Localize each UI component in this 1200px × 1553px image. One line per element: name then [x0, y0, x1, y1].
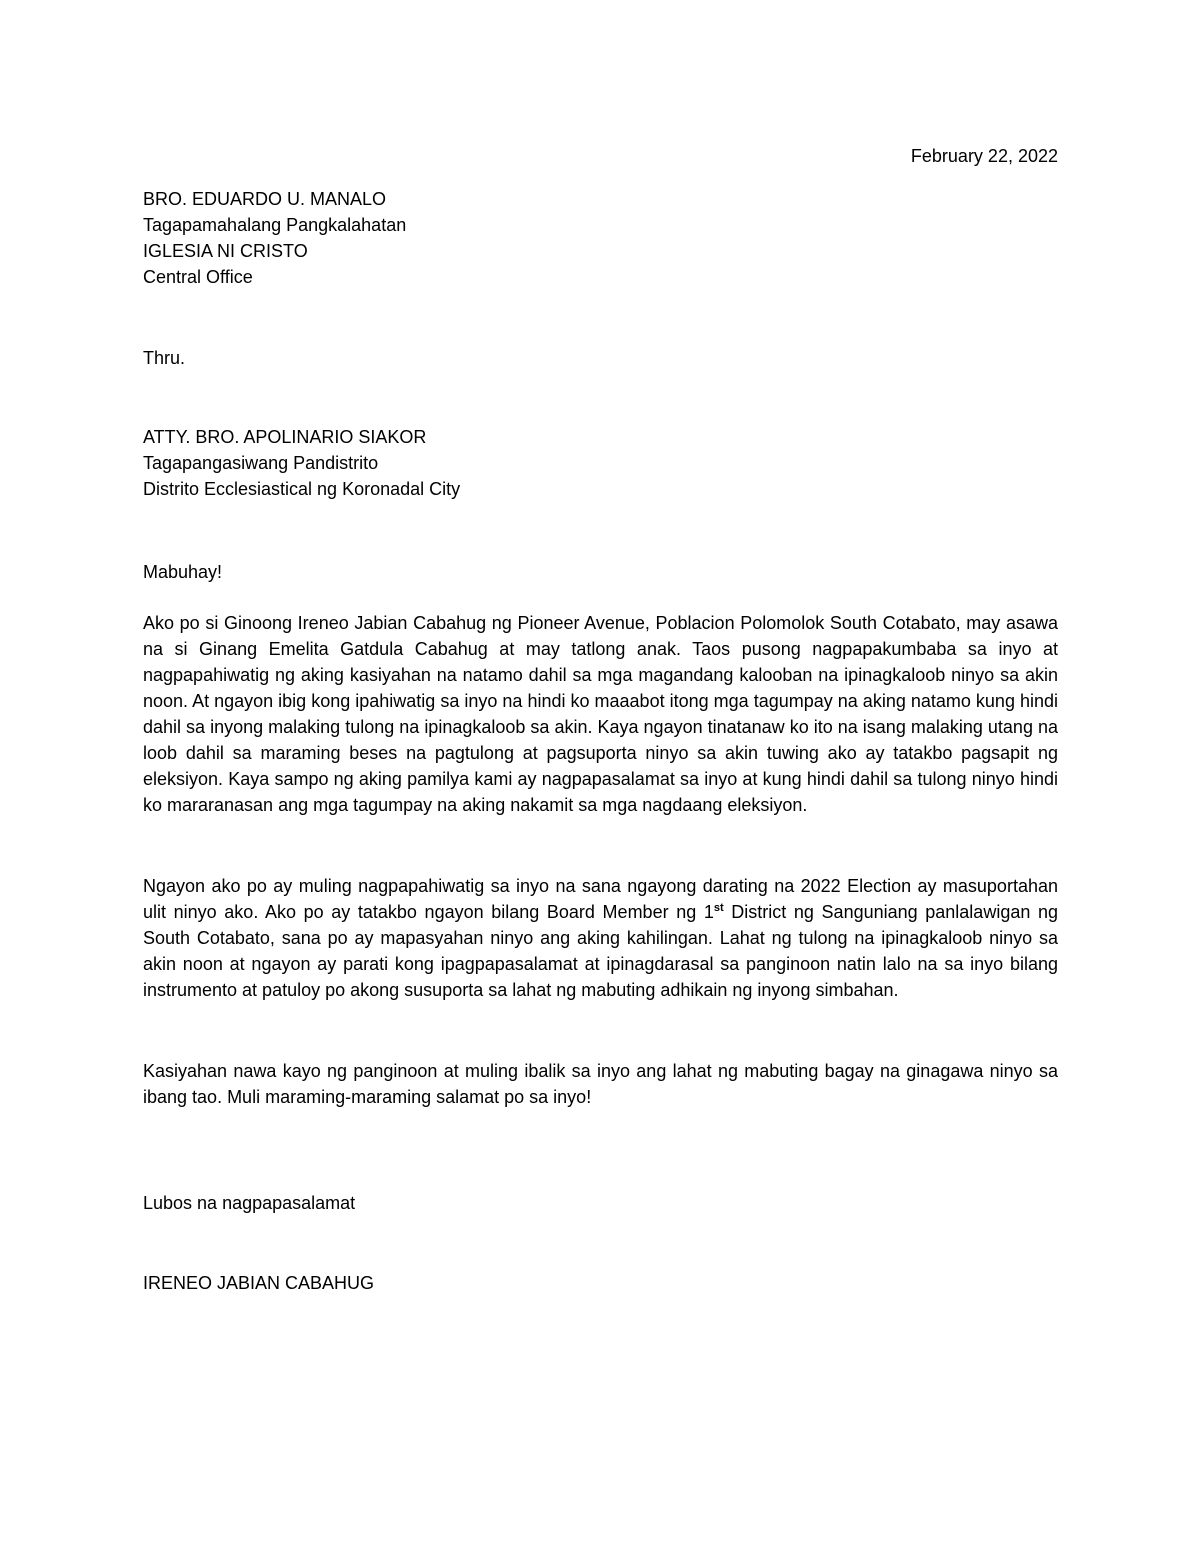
paragraph-2-before-ordinal: Ngayon ako po ay muling nagpapahiwatig sa inyo na sana ngayong darating na 2022 Election ay masuportahan ulit ninyo ako. Ako po ay tatakbo ngayon bilang Board Member ng 1	[143, 876, 1058, 922]
letter-date: February 22, 2022	[910, 146, 1058, 166]
body-paragraph-2	[143, 873, 1058, 1003]
thru-recipient-title: Tagapangasiwang Pandistrito	[143, 453, 379, 473]
recipient-title: Tagapamahalang Pangkalahatan	[143, 215, 407, 235]
signature-name: IRENEO JABIAN CABAHUG	[143, 1273, 375, 1293]
body-paragraph-1: Ako po si Ginoong Ireneo Jabian Cabahug ng Pioneer Avenue, Poblacion Polomolok South Cotabato, may asawa na si Ginang Emelita Gatdula Cabahug at may tatlong anak. Taos pusong nagpapakumbaba sa inyo at nagpapahiwatig ng aking kasiyahan na natamo dahil sa mga magandang kalooban na ipinagkaloob ninyo sa akin noon. At ngayon ibig kong ipahiwatig sa inyo na hindi ko maaabot itong mga tagumpay na aking natamo kung hindi dahil sa inyong malaking tulong na ipinagkaloob sa akin. Kaya ngayon tinatanaw ko ito na isang malaking utang na loob dahil sa maraming beses na pagtulong at pagsuporta ninyo sa akin tuwing ako ay tatakbo pagsapit ng eleksiyon. Kaya sampo ng aking pamilya kami ay nagpapasalamat sa inyo at kung hindi dahil sa tulong ninyo hindi ko mararanasan ang mga tagumpay na aking nakamit sa mga nagdaang eleksiyon.	[143, 613, 1058, 815]
ordinal-suffix: st	[713, 902, 724, 914]
paragraph-2-after-ordinal: District ng Sanguniang panlalawigan ng South Cotabato, sana po ay mapasyahan ninyo ang aking kahilingan. Lahat ng tulong na ipinagkaloob ninyo sa akin noon at ngayon ay parati kong ipagpapasalamat at ipinagdarasal sa panginoon natin lalo na sa inyo bilang instrumento at patuloy po akong susuporta sa lahat ng mabuting adhikain ng inyong simbahan.	[143, 902, 1058, 1000]
body-paragraph-3: Kasiyahan nawa kayo ng panginoon at muling ibalik sa inyo ang lahat ng mabuting bagay na ginagawa ninyo sa ibang tao. Muli maraming-maraming salamat po sa inyo!	[143, 1061, 1058, 1107]
thru-recipient-district: Distrito Ecclesiastical ng Koronadal City	[143, 479, 461, 499]
greeting: Mabuhay!	[143, 562, 223, 582]
thru-label: Thru.	[143, 348, 186, 368]
recipient-organization: IGLESIA NI CRISTO	[143, 241, 308, 261]
closing: Lubos na nagpapasalamat	[143, 1193, 356, 1213]
recipient-name: BRO. EDUARDO U. MANALO	[143, 189, 387, 209]
recipient-address-block	[143, 186, 1058, 290]
thru-recipient-name: ATTY. BRO. APOLINARIO SIAKOR	[143, 427, 427, 447]
thru-recipient-block	[143, 424, 1058, 502]
recipient-office: Central Office	[143, 267, 253, 287]
